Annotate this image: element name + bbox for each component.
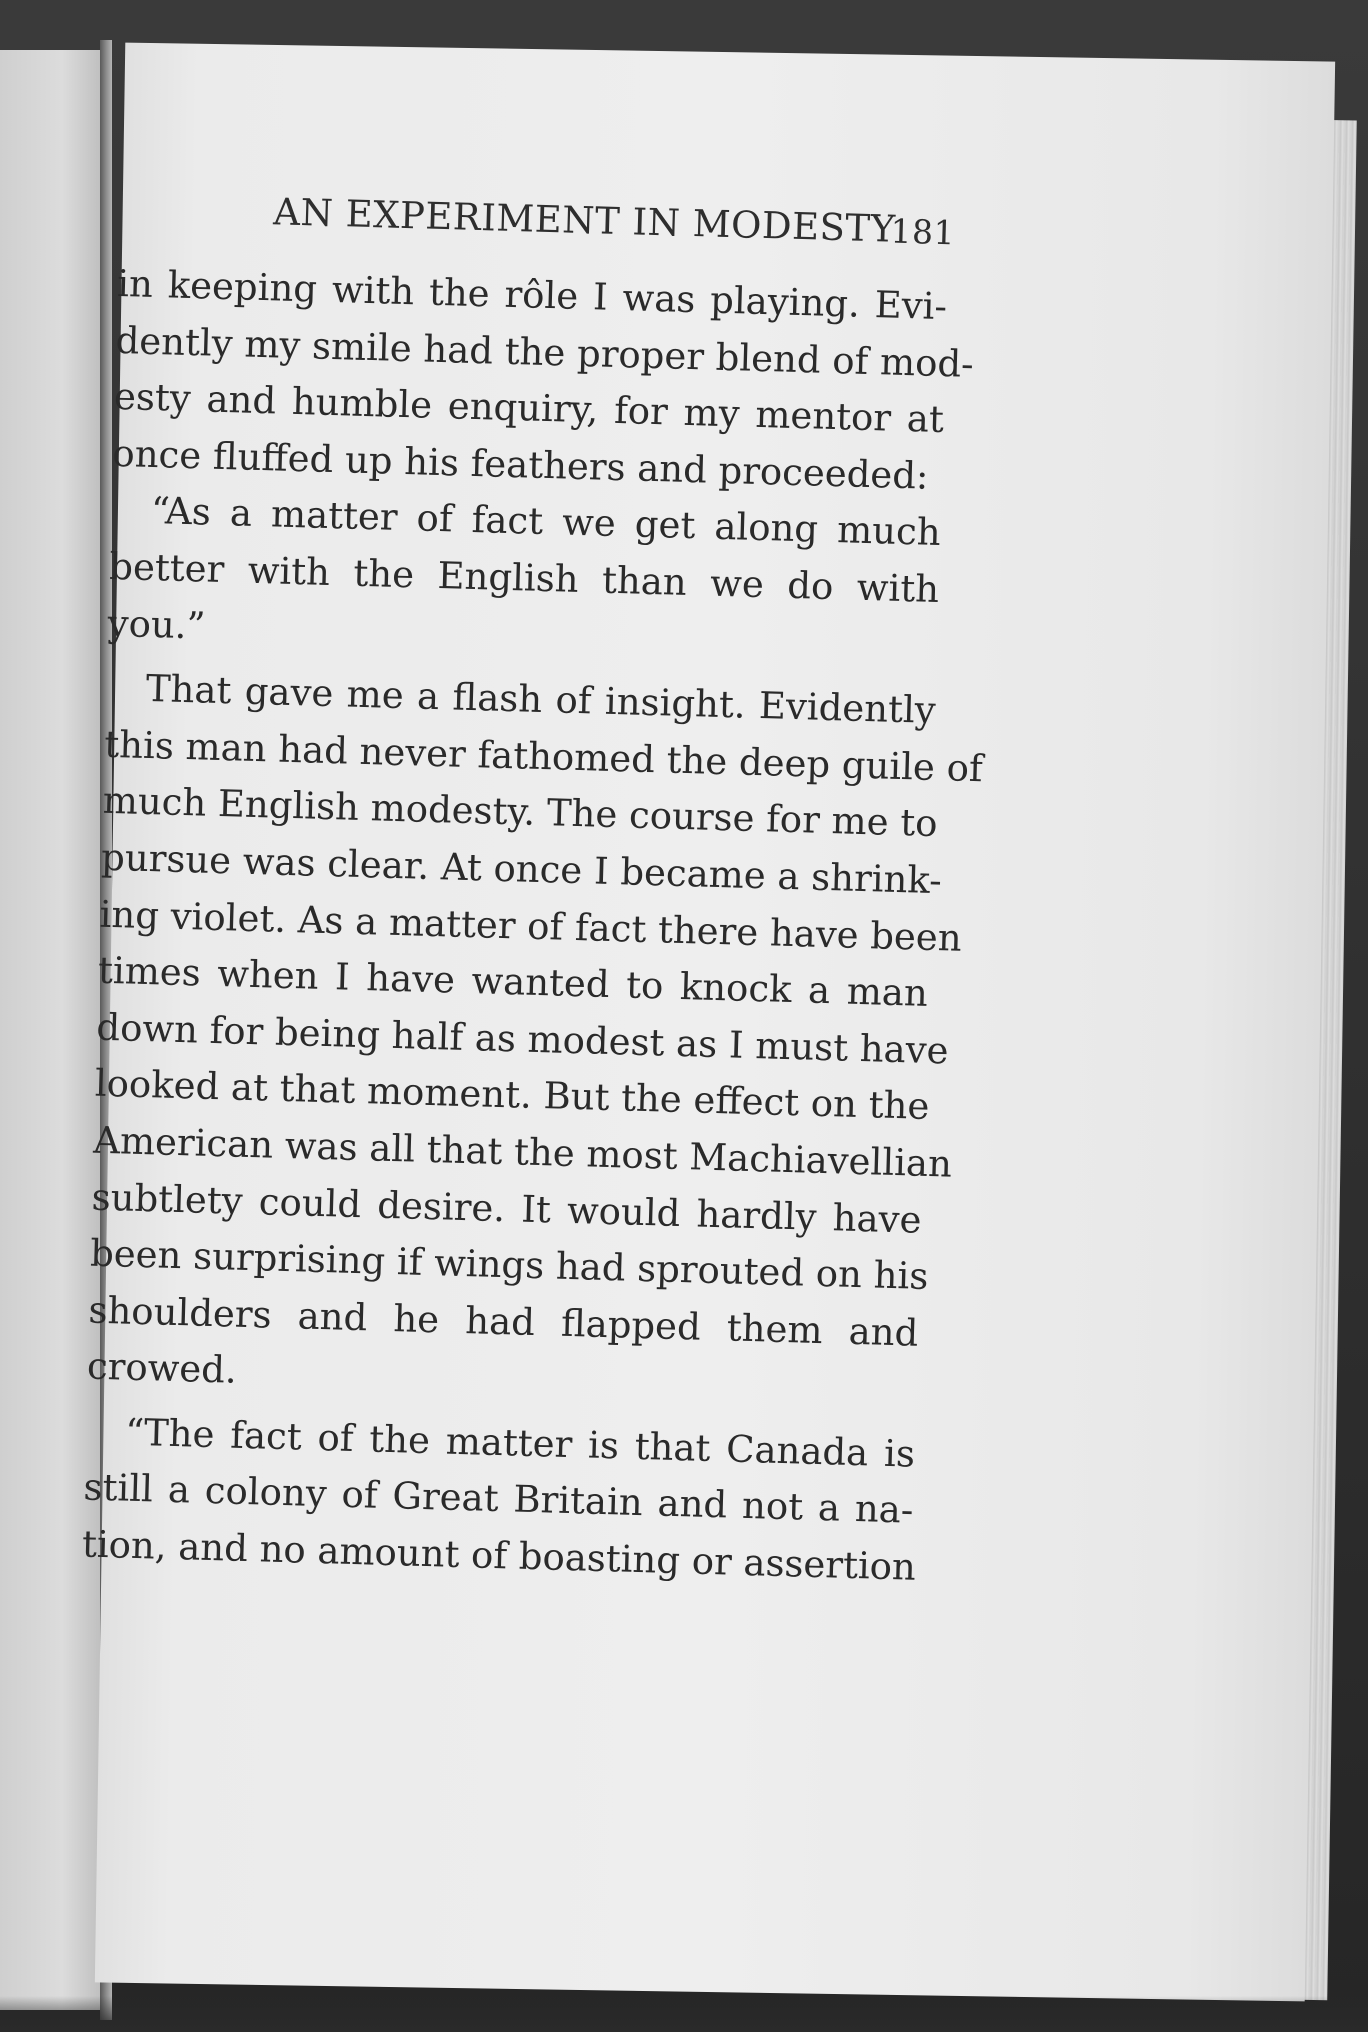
text-line: dently my smile had the proper blend of mod- <box>115 318 975 386</box>
text-line: crowed. <box>86 1344 238 1392</box>
page-text <box>81 186 984 1596</box>
page-number: 181 <box>889 211 956 253</box>
text-line: “As a matter of fact we get along much <box>150 489 942 555</box>
text-line: you.” <box>107 601 207 648</box>
text-line: American was all that the most Machiavellian <box>92 1118 953 1186</box>
text-line: shoulders and he had flapped them and <box>88 1288 919 1355</box>
scan-bottom-shadow <box>0 1996 1368 2032</box>
text-line: esty and humble enquiry, for my mentor at <box>113 375 945 442</box>
text-line: That gave me a flash of insight. Evidently <box>145 667 937 733</box>
running-head-title: AN EXPERIMENT IN MODESTY <box>272 190 897 251</box>
text-line: times when I have wanted to knock a man <box>97 948 929 1015</box>
paragraph-4 <box>81 1403 915 1596</box>
paragraph-2 <box>107 482 941 675</box>
text-line: “The fact of the matter is that Canada is <box>124 1410 916 1476</box>
text-line: ing violet. As a matter of fact there have been <box>99 892 963 960</box>
facing-page-edge <box>0 50 104 2010</box>
text-line: much English modesty. The course for me to <box>102 779 939 846</box>
paragraph-1 <box>111 256 975 505</box>
text-line: down for being half as modest as I must have <box>95 1005 950 1073</box>
text-line: tion, and no amount of boasting or assertion <box>81 1522 917 1589</box>
text-line: been surprising if wings had sprouted on his <box>89 1231 929 1299</box>
paragraph-3 <box>86 660 984 1419</box>
text-line: looked at that moment. But the effect on the <box>94 1061 930 1129</box>
text-line: still a colony of Great Britain and not a na- <box>83 1465 914 1533</box>
text-line: pursue was clear. At once I became a shrink- <box>100 835 943 903</box>
text-line: this man had never fathomed the deep guile of <box>103 722 984 791</box>
text-line: once fluffed up his feathers and proceeded: <box>111 431 930 498</box>
text-line: subtlety could desire. It would hardly have <box>91 1175 923 1242</box>
text-line: better with the English than we do with <box>108 544 940 611</box>
text-line: in keeping with the rôle I was playing. Evi- <box>116 261 948 329</box>
